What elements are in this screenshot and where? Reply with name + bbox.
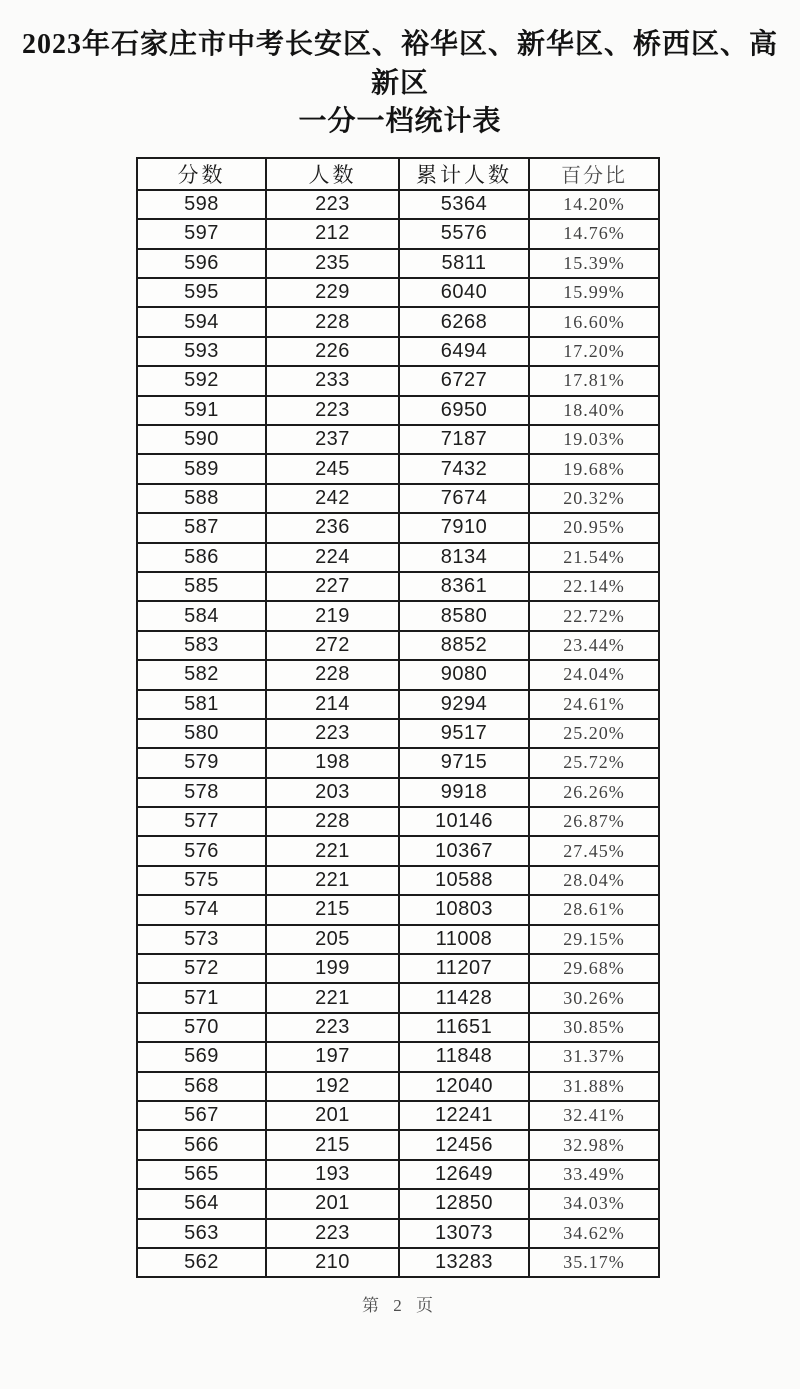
table-row	[137, 719, 659, 748]
cumulative-cell: 6727	[399, 366, 529, 395]
header-cumulative-count: 累计人数	[399, 158, 529, 190]
document-title	[0, 0, 800, 142]
score-cell: 585	[137, 572, 266, 601]
percent-cell: 28.61%	[529, 895, 659, 924]
cumulative-cell: 7432	[399, 454, 529, 483]
cumulative-cell: 5811	[399, 249, 529, 278]
score-distribution-table	[136, 157, 660, 1278]
cumulative-cell: 6494	[399, 337, 529, 366]
table-row	[137, 1013, 659, 1042]
table-row	[137, 748, 659, 777]
score-cell: 574	[137, 895, 266, 924]
cumulative-cell: 8134	[399, 543, 529, 572]
count-cell: 223	[266, 190, 399, 219]
percent-cell: 32.41%	[529, 1101, 659, 1130]
percent-cell: 19.68%	[529, 454, 659, 483]
score-cell: 580	[137, 719, 266, 748]
percent-cell: 30.85%	[529, 1013, 659, 1042]
table-row	[137, 1042, 659, 1071]
percent-cell: 15.39%	[529, 249, 659, 278]
count-cell: 199	[266, 954, 399, 983]
percent-cell: 26.26%	[529, 778, 659, 807]
table-row	[137, 690, 659, 719]
cumulative-cell: 11428	[399, 983, 529, 1012]
score-cell: 579	[137, 748, 266, 777]
table-row	[137, 249, 659, 278]
count-cell: 197	[266, 1042, 399, 1071]
table-row	[137, 337, 659, 366]
percent-cell: 32.98%	[529, 1130, 659, 1159]
count-cell: 228	[266, 660, 399, 689]
cumulative-cell: 8361	[399, 572, 529, 601]
table-row	[137, 1219, 659, 1248]
score-cell: 566	[137, 1130, 266, 1159]
percent-cell: 35.17%	[529, 1248, 659, 1277]
percent-cell: 30.26%	[529, 983, 659, 1012]
cumulative-cell: 6040	[399, 278, 529, 307]
score-cell: 586	[137, 543, 266, 572]
count-cell: 224	[266, 543, 399, 572]
percent-cell: 21.54%	[529, 543, 659, 572]
percent-cell: 16.60%	[529, 307, 659, 336]
score-cell: 562	[137, 1248, 266, 1277]
count-cell: 221	[266, 866, 399, 895]
score-cell: 587	[137, 513, 266, 542]
percent-cell: 17.81%	[529, 366, 659, 395]
count-cell: 237	[266, 425, 399, 454]
count-cell: 228	[266, 807, 399, 836]
table-row	[137, 807, 659, 836]
score-cell: 581	[137, 690, 266, 719]
table-row	[137, 778, 659, 807]
percent-cell: 29.68%	[529, 954, 659, 983]
percent-cell: 31.37%	[529, 1042, 659, 1071]
score-cell: 590	[137, 425, 266, 454]
header-percentage: 百分比	[529, 158, 659, 190]
count-cell: 210	[266, 1248, 399, 1277]
cumulative-cell: 5576	[399, 219, 529, 248]
cumulative-cell: 13283	[399, 1248, 529, 1277]
title-line-2: 一分一档统计表	[298, 106, 502, 138]
count-cell: 212	[266, 219, 399, 248]
score-cell: 584	[137, 601, 266, 630]
cumulative-cell: 5364	[399, 190, 529, 219]
percent-cell: 34.03%	[529, 1189, 659, 1218]
cumulative-cell: 10588	[399, 866, 529, 895]
cumulative-cell: 11651	[399, 1013, 529, 1042]
percent-cell: 14.76%	[529, 219, 659, 248]
score-cell: 569	[137, 1042, 266, 1071]
percent-cell: 34.62%	[529, 1219, 659, 1248]
table-row	[137, 925, 659, 954]
score-cell: 563	[137, 1219, 266, 1248]
table-row	[137, 278, 659, 307]
count-cell: 215	[266, 1130, 399, 1159]
table-row	[137, 190, 659, 219]
score-cell: 577	[137, 807, 266, 836]
count-cell: 223	[266, 396, 399, 425]
score-cell: 592	[137, 366, 266, 395]
header-count: 人数	[266, 158, 399, 190]
table-row	[137, 1189, 659, 1218]
cumulative-cell: 9918	[399, 778, 529, 807]
percent-cell: 33.49%	[529, 1160, 659, 1189]
percent-cell: 23.44%	[529, 631, 659, 660]
cumulative-cell: 7910	[399, 513, 529, 542]
table-row	[137, 1248, 659, 1277]
count-cell: 235	[266, 249, 399, 278]
count-cell: 229	[266, 278, 399, 307]
header-score: 分数	[137, 158, 266, 190]
count-cell: 226	[266, 337, 399, 366]
count-cell: 223	[266, 1013, 399, 1042]
percent-cell: 14.20%	[529, 190, 659, 219]
table-row	[137, 1160, 659, 1189]
score-cell: 598	[137, 190, 266, 219]
count-cell: 219	[266, 601, 399, 630]
cumulative-cell: 10367	[399, 836, 529, 865]
table-row	[137, 1072, 659, 1101]
table-row	[137, 454, 659, 483]
score-cell: 591	[137, 396, 266, 425]
table-row	[137, 866, 659, 895]
count-cell: 233	[266, 366, 399, 395]
cumulative-cell: 7187	[399, 425, 529, 454]
percent-cell: 26.87%	[529, 807, 659, 836]
percent-cell: 24.61%	[529, 690, 659, 719]
percent-cell: 27.45%	[529, 836, 659, 865]
count-cell: 245	[266, 454, 399, 483]
score-cell: 570	[137, 1013, 266, 1042]
percent-cell: 24.04%	[529, 660, 659, 689]
score-cell: 597	[137, 219, 266, 248]
percent-cell: 29.15%	[529, 925, 659, 954]
percent-cell: 22.14%	[529, 572, 659, 601]
cumulative-cell: 11207	[399, 954, 529, 983]
count-cell: 201	[266, 1189, 399, 1218]
percent-cell: 20.95%	[529, 513, 659, 542]
cumulative-cell: 10146	[399, 807, 529, 836]
table-row	[137, 572, 659, 601]
score-cell: 578	[137, 778, 266, 807]
score-cell: 595	[137, 278, 266, 307]
cumulative-cell: 9715	[399, 748, 529, 777]
cumulative-cell: 13073	[399, 1219, 529, 1248]
count-cell: 201	[266, 1101, 399, 1130]
cumulative-cell: 10803	[399, 895, 529, 924]
cumulative-cell: 8852	[399, 631, 529, 660]
percent-cell: 25.72%	[529, 748, 659, 777]
score-cell: 596	[137, 249, 266, 278]
table-row	[137, 1101, 659, 1130]
count-cell: 227	[266, 572, 399, 601]
table-row	[137, 513, 659, 542]
cumulative-cell: 9080	[399, 660, 529, 689]
cumulative-cell: 11848	[399, 1042, 529, 1071]
percent-cell: 22.72%	[529, 601, 659, 630]
table-row	[137, 660, 659, 689]
score-cell: 564	[137, 1189, 266, 1218]
table-row	[137, 307, 659, 336]
score-cell: 589	[137, 454, 266, 483]
percent-cell: 18.40%	[529, 396, 659, 425]
table-row	[137, 631, 659, 660]
table-row	[137, 1130, 659, 1159]
table-row	[137, 425, 659, 454]
count-cell: 215	[266, 895, 399, 924]
cumulative-cell: 12456	[399, 1130, 529, 1159]
score-cell: 571	[137, 983, 266, 1012]
cumulative-cell: 12241	[399, 1101, 529, 1130]
percent-cell: 31.88%	[529, 1072, 659, 1101]
percent-cell: 15.99%	[529, 278, 659, 307]
count-cell: 192	[266, 1072, 399, 1101]
score-cell: 575	[137, 866, 266, 895]
table-body	[137, 190, 659, 1277]
table-row	[137, 983, 659, 1012]
table-row	[137, 895, 659, 924]
count-cell: 221	[266, 836, 399, 865]
percent-cell: 28.04%	[529, 866, 659, 895]
cumulative-cell: 11008	[399, 925, 529, 954]
count-cell: 223	[266, 1219, 399, 1248]
count-cell: 221	[266, 983, 399, 1012]
table-row	[137, 836, 659, 865]
count-cell: 198	[266, 748, 399, 777]
percent-cell: 25.20%	[529, 719, 659, 748]
score-cell: 568	[137, 1072, 266, 1101]
score-cell: 576	[137, 836, 266, 865]
count-cell: 272	[266, 631, 399, 660]
score-cell: 573	[137, 925, 266, 954]
cumulative-cell: 6950	[399, 396, 529, 425]
score-cell: 567	[137, 1101, 266, 1130]
table-row	[137, 366, 659, 395]
count-cell: 228	[266, 307, 399, 336]
score-cell: 588	[137, 484, 266, 513]
cumulative-cell: 6268	[399, 307, 529, 336]
count-cell: 205	[266, 925, 399, 954]
score-cell: 582	[137, 660, 266, 689]
score-cell: 593	[137, 337, 266, 366]
score-cell: 583	[137, 631, 266, 660]
table-row	[137, 484, 659, 513]
cumulative-cell: 12040	[399, 1072, 529, 1101]
percent-cell: 20.32%	[529, 484, 659, 513]
table-row	[137, 601, 659, 630]
score-cell: 565	[137, 1160, 266, 1189]
percent-cell: 19.03%	[529, 425, 659, 454]
cumulative-cell: 8580	[399, 601, 529, 630]
score-cell: 572	[137, 954, 266, 983]
table-row	[137, 954, 659, 983]
cumulative-cell: 9517	[399, 719, 529, 748]
page-number: 第 2 页	[362, 1296, 438, 1316]
percent-cell: 17.20%	[529, 337, 659, 366]
score-cell: 594	[137, 307, 266, 336]
table-row	[137, 396, 659, 425]
count-cell: 236	[266, 513, 399, 542]
count-cell: 193	[266, 1160, 399, 1189]
cumulative-cell: 7674	[399, 484, 529, 513]
title-line-1: 2023年石家庄市中考长安区、裕华区、新华区、桥西区、高新区	[21, 29, 778, 99]
count-cell: 223	[266, 719, 399, 748]
table-row	[137, 543, 659, 572]
table-header-row	[137, 158, 659, 190]
table-row	[137, 219, 659, 248]
count-cell: 203	[266, 778, 399, 807]
cumulative-cell: 12649	[399, 1160, 529, 1189]
cumulative-cell: 12850	[399, 1189, 529, 1218]
count-cell: 214	[266, 690, 399, 719]
cumulative-cell: 9294	[399, 690, 529, 719]
count-cell: 242	[266, 484, 399, 513]
